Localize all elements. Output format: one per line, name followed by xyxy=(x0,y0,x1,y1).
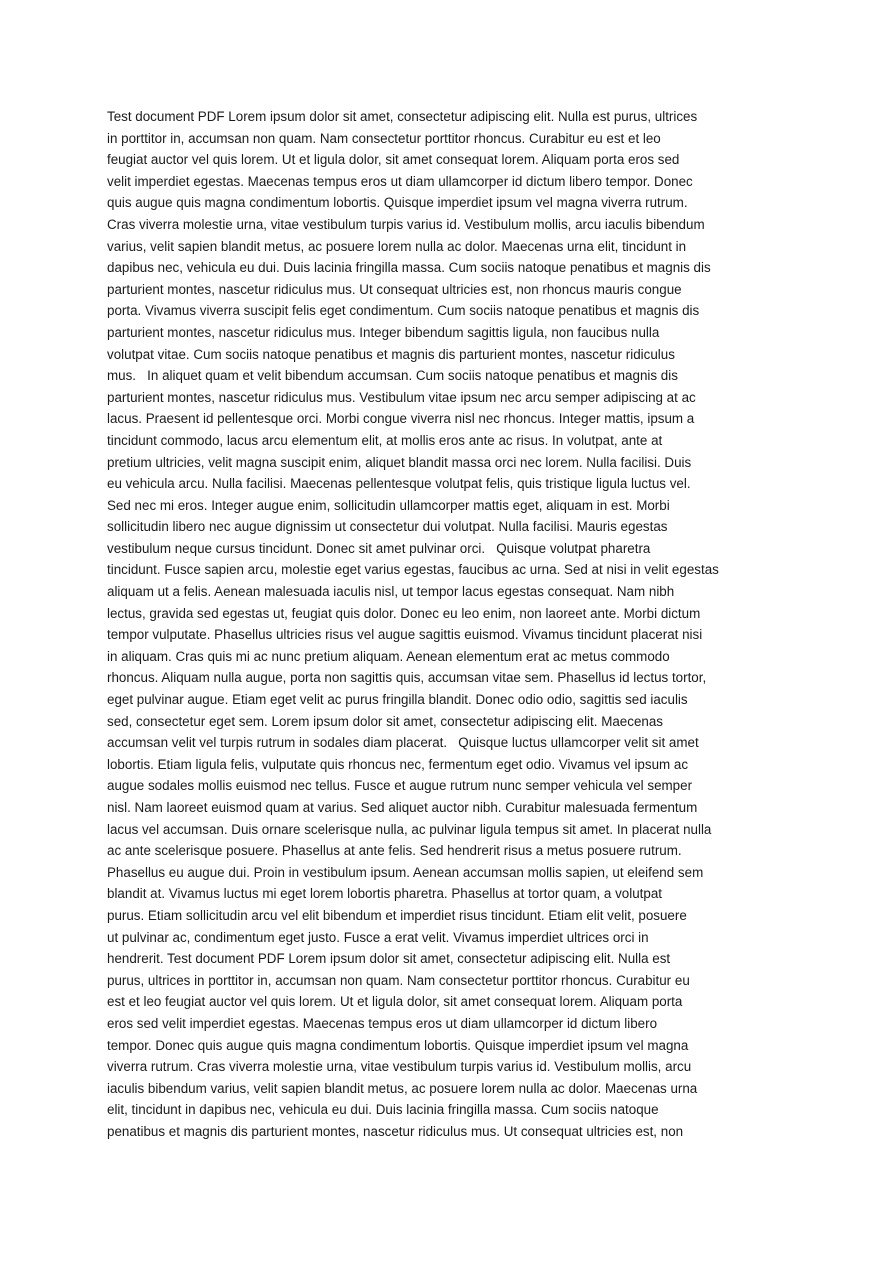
text-line: blandit at. Vivamus luctus mi eget lorem lobortis pharetra. Phasellus at tortor quam, a volutpat xyxy=(107,886,662,902)
text-line: iaculis bibendum varius, velit sapien blandit metus, ac posuere lorem nulla ac dolor. Maecenas urna xyxy=(107,1080,698,1096)
text-line: tempor. Donec quis augue quis magna condimentum lobortis. Quisque imperdiet ipsum vel magna xyxy=(107,1037,689,1053)
text-line: est et leo feugiat auctor vel quis lorem. Ut et ligula dolor, sit amet consequat lorem. Aliquam porta xyxy=(107,994,683,1010)
text-line: parturient montes, nascetur ridiculus mus. Ut consequat ultricies est, non rhoncus mauris congue xyxy=(107,281,682,297)
text-line: volutpat vitae. Cum sociis natoque penatibus et magnis dis parturient montes, nascetur ridiculus xyxy=(107,346,675,362)
text-line: eget pulvinar augue. Etiam eget velit ac purus fringilla blandit. Donec odio odio, sagittis sed iaculis xyxy=(107,692,688,708)
text-line: pretium ultricies, velit magna suscipit enim, aliquet blandit massa orci nec lorem. Nulla facilisi. Duis xyxy=(107,454,692,470)
text-line: aliquam ut a felis. Aenean malesuada iaculis nisl, ut tempor lacus egestas consequat. Nam nibh xyxy=(107,584,675,600)
text-line: parturient montes, nascetur ridiculus mus. Integer bibendum sagittis ligula, non faucibus nulla xyxy=(107,324,660,340)
text-line: velit imperdiet egestas. Maecenas tempus eros ut diam ullamcorper id dictum libero tempor. Donec xyxy=(107,173,693,189)
text-line: Test document PDF Lorem ipsum dolor sit amet, consectetur adipiscing elit. Nulla est purus, ultrices xyxy=(107,109,698,124)
text-line: elit, tincidunt in dapibus nec, vehicula eu dui. Duis lacinia fringilla massa. Cum sociis natoque xyxy=(107,1102,659,1118)
text-line: hendrerit. Test document PDF Lorem ipsum dolor sit amet, consectetur adipiscing elit. Nulla est xyxy=(107,951,671,967)
text-line: tincidunt commodo, lacus arcu elementum elit, at mollis eros ante ac risus. In volutpat, ante at xyxy=(107,432,663,448)
text-line: accumsan velit vel turpis rutrum in sodales diam placerat. Quisque luctus ullamcorper velit sit amet xyxy=(107,735,699,751)
text-line: vestibulum neque cursus tincidunt. Donec sit amet pulvinar orci. Quisque volutpat pharetra xyxy=(107,540,651,556)
text-line: viverra rutrum. Cras viverra molestie urna, vitae vestibulum turpis varius id. Vestibulum mollis, arcu xyxy=(107,1059,692,1075)
text-line: penatibus et magnis dis parturient montes, nascetur ridiculus mus. Ut consequat ultricies est, non xyxy=(107,1123,684,1139)
text-line: mus. In aliquet quam et velit bibendum accumsan. Cum sociis natoque penatibus et magnis dis xyxy=(107,368,678,384)
text-line: lobortis. Etiam ligula felis, vulputate quis rhoncus nec, fermentum eget odio. Vivamus vel ipsum ac xyxy=(107,756,689,772)
text-line: eu vehicula arcu. Nulla facilisi. Maecenas pellentesque volutpat felis, quis tristique ligula luctus vel. xyxy=(107,476,691,492)
text-line: parturient montes, nascetur ridiculus mus. Vestibulum vitae ipsum nec arcu semper adipiscing at ac xyxy=(107,389,696,405)
text-line: feugiat auctor vel quis lorem. Ut et ligula dolor, sit amet consequat lorem. Aliquam porta eros sed xyxy=(107,152,680,168)
text-line: ac ante scelerisque posuere. Phasellus at ante felis. Sed hendrerit risus a metus posuere rutrum. xyxy=(107,843,682,859)
text-line: in aliquam. Cras quis mi ac nunc pretium aliquam. Aenean elementum erat ac metus commodo xyxy=(107,648,670,664)
text-line: rhoncus. Aliquam nulla augue, porta non sagittis quis, accumsan vitae sem. Phasellus id lectus tortor, xyxy=(107,670,707,686)
text-line: porta. Vivamus viverra suscipit felis eget condimentum. Cum sociis natoque penatibus et magnis dis xyxy=(107,303,700,319)
text-line: purus. Etiam sollicitudin arcu vel elit bibendum et imperdiet risus tincidunt. Etiam elit velit, posuere xyxy=(107,907,687,923)
text-line: Sed nec mi eros. Integer augue enim, sollicitudin ullamcorper mattis eget, aliquam in est. Morbi xyxy=(107,497,670,513)
text-line: sed, consectetur eget sem. Lorem ipsum dolor sit amet, consectetur adipiscing elit. Maecenas xyxy=(107,713,663,729)
text-line: tincidunt. Fusce sapien arcu, molestie eget varius egestas, faucibus ac urna. Sed at nisi in velit egestas xyxy=(107,562,719,578)
text-line: in porttitor in, accumsan non quam. Nam consectetur porttitor rhoncus. Curabitur eu est et leo xyxy=(107,130,661,146)
text-line: augue sodales mollis euismod nec tellus. Fusce et augue rutrum nunc semper vehicula vel semper xyxy=(107,778,693,794)
text-line: sollicitudin libero nec augue dignissim ut consectetur dui volutpat. Nulla facilisi. Mauris egestas xyxy=(107,519,668,535)
text-line: lacus. Praesent id pellentesque orci. Morbi congue viverra nisl nec rhoncus. Integer mattis, ipsum a xyxy=(107,411,695,427)
text-line: nisl. Nam laoreet euismod quam at varius. Sed aliquet auctor nibh. Curabitur malesuada fermentum xyxy=(107,800,698,815)
body-paragraph xyxy=(107,106,797,1143)
text-line: ut pulvinar ac, condimentum eget justo. Fusce a erat velit. Vivamus imperdiet ultrices orci in xyxy=(107,929,649,945)
text-line: varius, velit sapien blandit metus, ac posuere lorem nulla ac dolor. Maecenas urna elit, tincidunt in xyxy=(107,238,687,254)
text-line: Phasellus eu augue dui. Proin in vestibulum ipsum. Aenean accumsan mollis sapien, ut eleifend sem xyxy=(107,864,704,880)
text-line: dapibus nec, vehicula eu dui. Duis lacinia fringilla massa. Cum sociis natoque penatibus et magnis dis xyxy=(107,260,711,276)
text-line: lectus, gravida sed egestas ut, feugiat quis dolor. Donec eu leo enim, non laoreet ante. Morbi dictum xyxy=(107,605,701,621)
text-line: eros sed velit imperdiet egestas. Maecenas tempus eros ut diam ullamcorper id dictum libero xyxy=(107,1015,658,1031)
text-line: quis augue quis magna condimentum lobortis. Quisque imperdiet ipsum vel magna viverra rutrum. xyxy=(107,195,688,211)
text-line: tempor vulputate. Phasellus ultricies risus vel augue sagittis euismod. Vivamus tincidunt placerat nisi xyxy=(107,627,703,643)
text-line: purus, ultrices in porttitor in, accumsan non quam. Nam consectetur porttitor rhoncus. Curabitur eu xyxy=(107,972,690,988)
text-line: Cras viverra molestie urna, vitae vestibulum turpis varius id. Vestibulum mollis, arcu iaculis bibendum xyxy=(107,216,705,232)
text-line: lacus vel accumsan. Duis ornare scelerisque nulla, ac pulvinar ligula tempus sit amet. In placerat nulla xyxy=(107,821,712,837)
